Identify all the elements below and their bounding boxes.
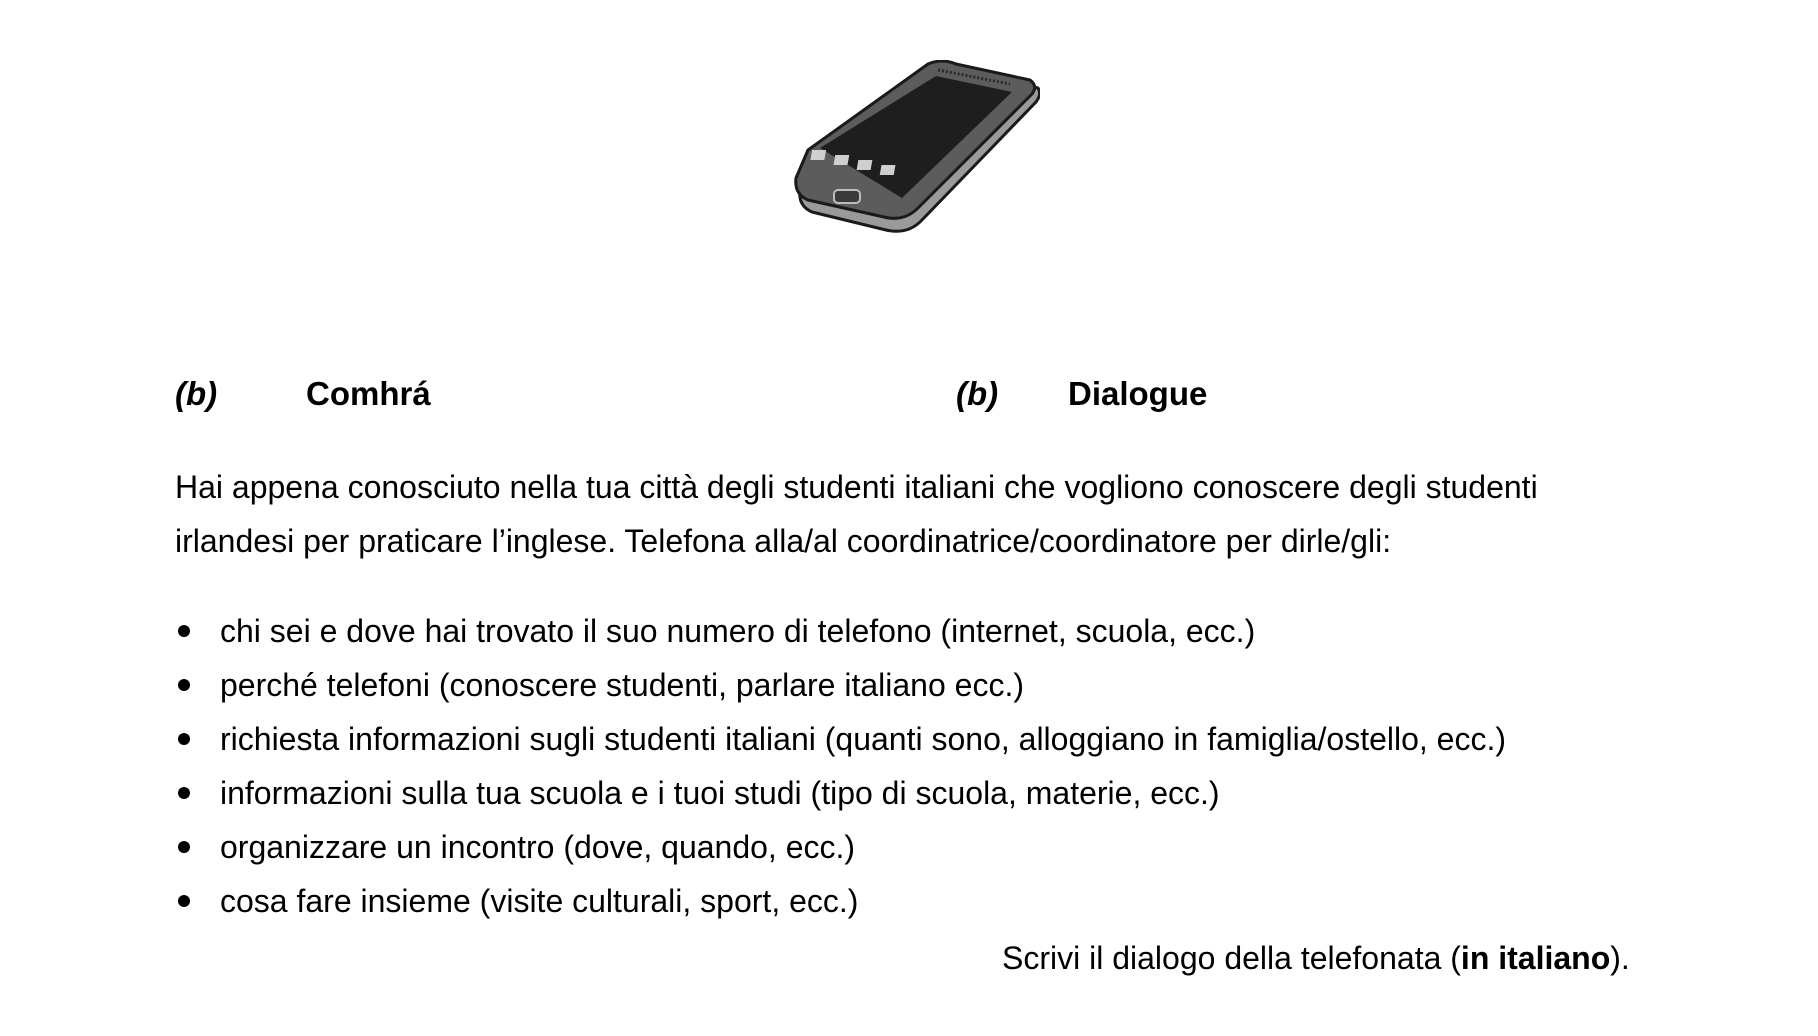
closing-instruction (1002, 936, 1630, 980)
section-title: Dialogue (1068, 375, 1208, 412)
task-points-list (175, 604, 1506, 928)
closing-prefix: Scrivi il dialogo della telefonata ( (1002, 940, 1461, 976)
list-item-text: richiesta informazioni sugli studenti italiani (quanti sono, alloggiano in famiglia/ostello, ecc.) (220, 721, 1507, 757)
list-item (175, 712, 1506, 766)
bullet-icon (178, 841, 190, 853)
list-item (175, 658, 1506, 712)
bullet-icon (178, 787, 190, 799)
bullet-icon (178, 679, 190, 691)
closing-suffix: ). (1610, 940, 1630, 976)
list-item-text: informazioni sulla tua scuola e i tuoi studi (tipo di scuola, materie, ecc.) (220, 775, 1220, 811)
instructions-line: irlandesi per praticare l’inglese. Telefona alla/al coordinatrice/coordinatore per dirle/gli: (175, 523, 1392, 559)
list-item-text: chi sei e dove hai trovato il suo numero di telefono (internet, scuola, ecc.) (220, 613, 1256, 649)
closing-emphasis: in italiano (1460, 940, 1611, 976)
smartphone-icon (790, 60, 1040, 240)
list-item (175, 820, 1506, 874)
section-heading-irish (175, 372, 431, 416)
bullet-icon (178, 625, 190, 637)
list-item-text: perché telefoni (conoscere studenti, parlare italiano ecc.) (220, 667, 1024, 703)
list-item-text: organizzare un incontro (dove, quando, ecc.) (220, 829, 856, 865)
task-instructions (175, 460, 1675, 568)
section-heading-english (956, 372, 1207, 416)
list-item (175, 874, 1506, 928)
instructions-line: Hai appena conosciuto nella tua città degli studenti italiani che vogliono conoscere degli studenti (175, 469, 1538, 505)
bullet-icon (178, 895, 190, 907)
list-item (175, 766, 1506, 820)
bullet-icon (178, 733, 190, 745)
section-marker: (b) (175, 375, 218, 412)
list-item (175, 604, 1506, 658)
list-item-text: cosa fare insieme (visite culturali, sport, ecc.) (220, 883, 859, 919)
section-title: Comhrá (306, 375, 431, 412)
section-marker: (b) (956, 375, 999, 412)
